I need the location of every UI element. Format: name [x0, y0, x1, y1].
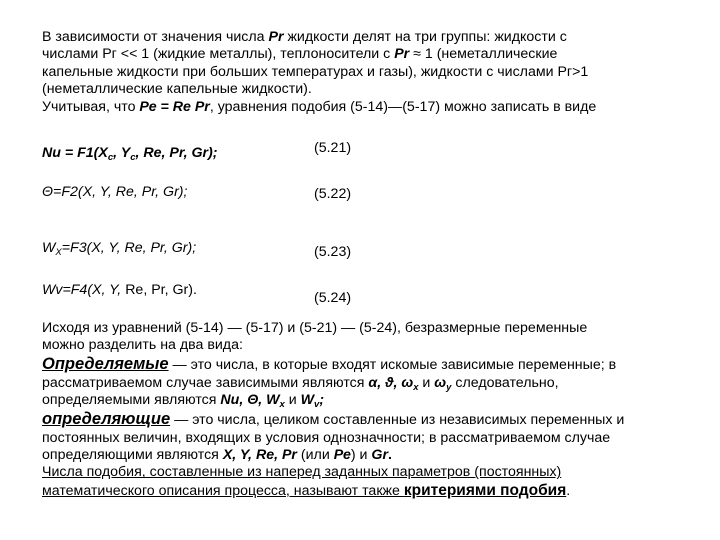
text: определяемыми являются	[42, 392, 221, 409]
equation-5-24	[42, 282, 197, 299]
lower-line-7: постоянных величин, входящих в условия однозначности; в рассматриваемом случае	[42, 429, 611, 446]
eq-text: Re, Pr, Gr).	[125, 282, 197, 298]
term-determining: определяющие	[42, 409, 171, 428]
lower-line-6	[42, 410, 707, 430]
classification-text	[42, 320, 707, 500]
eq-text: , Re, Pr, Gr);	[135, 145, 218, 161]
text: и	[284, 392, 301, 409]
text: — это числа, в которые входят искомые зависимые переменные; в	[168, 356, 617, 373]
text: — это числа, целиком составленные из независимых переменных и	[170, 411, 625, 428]
eq-sub: c	[130, 152, 136, 163]
lower-line-10	[42, 482, 707, 500]
eq-sub: X	[55, 247, 62, 258]
lower-line-4	[42, 375, 707, 392]
equation-number-5-24: (5.24)	[314, 290, 352, 306]
eq-text: Wv=F4(X, Y,	[42, 282, 126, 298]
eq-text: =F3(X, Y, Re, Pr, Gr);	[61, 240, 197, 256]
equation-number-5-21: (5.21)	[314, 140, 352, 156]
lower-line-1: Исходя из уравнений (5-14) — (5-17) и (5-21) — (5-24), безразмерные переменные	[42, 320, 588, 336]
symbols: Gr	[371, 447, 388, 464]
term-defined: Определяемые	[42, 354, 169, 373]
eq-text: Nu = F1(X	[42, 145, 108, 161]
criteria-term: критериями подобия	[403, 481, 567, 499]
pr-symbol: Pr	[268, 29, 284, 45]
symbols: X, Y, Re, Pr	[222, 447, 297, 464]
text: рассматриваемом случае зависимыми являются	[42, 374, 369, 391]
sub: y	[446, 381, 452, 393]
intro-line-2	[42, 46, 702, 63]
pe-formula: Ре = Re Pr	[139, 98, 210, 115]
eq-text: W	[42, 240, 56, 256]
text: и	[418, 374, 435, 391]
text: .	[566, 482, 571, 499]
text: следовательно,	[451, 374, 559, 391]
text: ;	[319, 392, 325, 409]
symbols: α, ϑ, ω	[368, 374, 414, 391]
text: (или	[296, 447, 334, 464]
intro-line-4: (неметаллические капельные жидкости).	[42, 81, 312, 98]
lower-line-3	[42, 355, 707, 375]
sub: v	[314, 399, 320, 411]
text: математического описания процесса, называют также	[42, 482, 404, 499]
text: числами Рг << 1 (жидкие металлы), теплоносители с	[42, 46, 395, 63]
text: жидкости делят на три группы: жидкости с	[283, 29, 567, 45]
lower-line-2: можно разделить на два вида:	[42, 337, 243, 354]
intro-line-5	[42, 99, 702, 116]
sub: x	[279, 399, 285, 411]
text: определяющими являются	[42, 447, 223, 464]
lower-line-8	[42, 447, 707, 464]
text: В зависимости от значения числа	[42, 29, 269, 45]
eq-sub: c	[107, 152, 114, 163]
intro-line-1	[42, 29, 702, 46]
lower-line-5	[42, 392, 707, 409]
text: .	[387, 447, 392, 464]
equation-number-5-23: (5.23)	[314, 244, 352, 260]
equation-number-5-22: (5.22)	[314, 186, 352, 202]
equation-5-22: Θ=F2(X, Y, Re, Pr, Gr);	[42, 184, 188, 200]
text: , уравнения подобия (5-14)—(5-17) можно записать в виде	[209, 98, 597, 115]
text: ≈ 1 (неметаллические	[409, 46, 558, 63]
eq-text: , Y	[113, 145, 131, 161]
text: Учитывая, что	[42, 98, 140, 115]
symbols: W	[300, 392, 315, 409]
equation-5-23	[42, 240, 196, 257]
pr-symbol: Pr	[394, 46, 410, 63]
intro-line-3: капельные жидкости при больших температурах и газы), жидкости с числами Рг>1	[42, 63, 589, 80]
intro-paragraph	[42, 29, 702, 116]
equation-5-21	[42, 145, 218, 162]
lower-line-9: Числа подобия, составленные из наперед заданных параметров (постоянных)	[42, 464, 562, 481]
symbols: Ре	[333, 447, 351, 464]
symbols: Nu, Θ, W	[220, 392, 280, 409]
sub: x	[413, 381, 419, 393]
text: ) и	[350, 447, 372, 464]
symbols: ω	[434, 374, 447, 391]
